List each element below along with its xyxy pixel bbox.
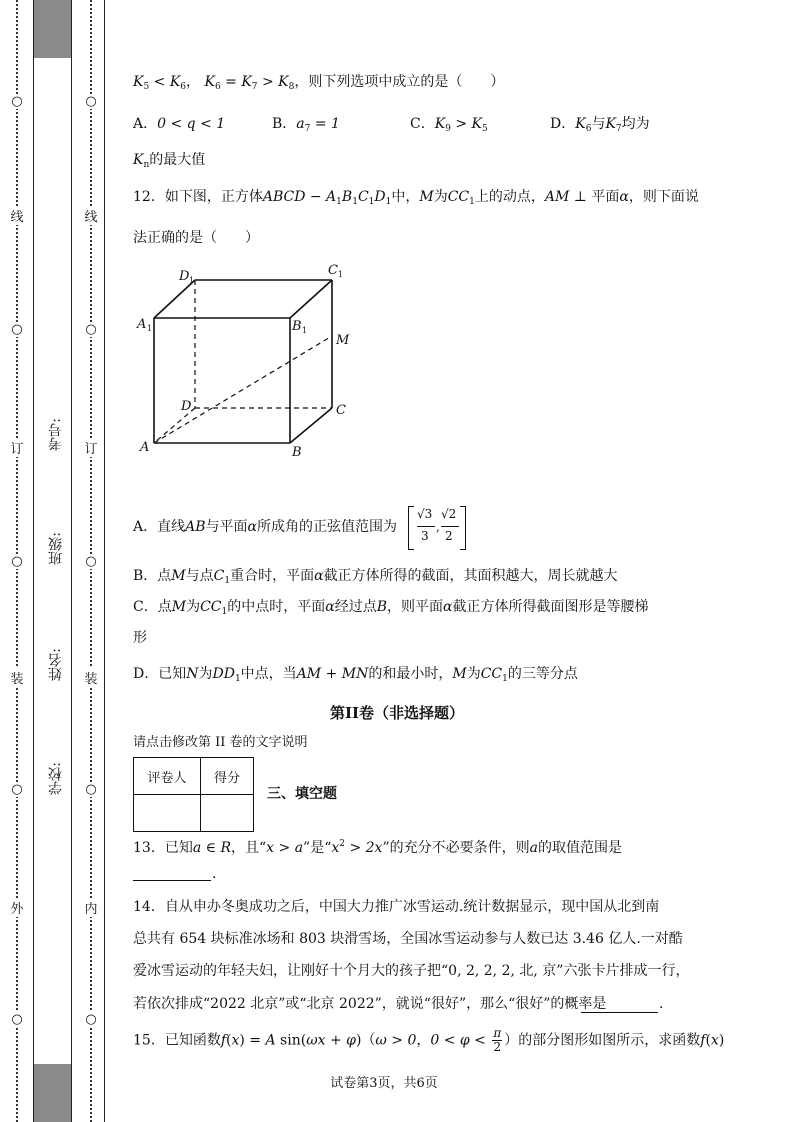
score-cell[interactable]	[201, 795, 254, 832]
outer-marker-9: ○	[9, 1012, 25, 1027]
inner-marker-3: ○	[83, 322, 99, 337]
inner-marker-4: 订	[83, 438, 99, 457]
q14-line2: 总共有 654 块标准冰场和 803 块滑雪场，全国冰雪运动参与人数已达 3.46 亿人.一对酷	[133, 931, 683, 947]
q11-option-b: B．$a_7 = 1$	[272, 116, 340, 134]
grader-table	[133, 757, 254, 832]
field-school: 学校:	[48, 762, 64, 795]
part-title: 三、填空题	[267, 786, 337, 802]
q15-line1: 15．已知函数f(x) = A sin(ωx + φ)（ω > 0，0 < φ < $\frac{\pi}{2}$ ）的部分图形如图所示，求函数f(x)	[133, 1026, 725, 1054]
q13-period: .	[212, 866, 217, 882]
cube-figure	[132, 258, 362, 468]
q13-line1: 13．已知a ∈ R，且“x > a”是“$x^2 > 2x$”的充分不必要条件，则a的取值范围是	[133, 839, 622, 856]
inner-marker-7: ○	[83, 782, 99, 797]
q12-option-d: D．已知N为$DD_1$中点，当AM + MN的和最小时，M为$CC_1$的三等分点	[133, 666, 578, 684]
label-d: D	[181, 399, 192, 414]
inner-marker-1: ○	[83, 94, 99, 109]
outer-marker-4: 订	[9, 438, 25, 457]
label-b1: B	[292, 319, 302, 334]
label-a: A	[140, 440, 150, 455]
grader-header: 评卷人	[134, 758, 201, 795]
q13-answer-blank[interactable]	[133, 864, 211, 881]
outer-marker-7: ○	[9, 782, 25, 797]
outer-marker-2: 线	[9, 206, 25, 225]
score-header: 得分	[201, 758, 254, 795]
q12-line1: 12．如下图，正方体ABCD − $A_1B_1C_1D_1$中，M为$CC_1$上的动点，AM ⊥ 平面α，则下面说	[133, 189, 699, 207]
inner-marker-2: 线	[83, 206, 99, 225]
outer-marker-8: 外	[9, 898, 25, 917]
q11-option-a: A．0 < q < 1	[133, 116, 226, 132]
label-c1: C	[328, 263, 338, 278]
q14-line1: 14．自从申办冬奥成功之后，中国大力推广冰雪运动.统计数据显示，现中国从北到南	[133, 899, 660, 915]
section-title: 第II卷（非选择题）	[329, 704, 465, 722]
outer-marker-5: ○	[9, 554, 25, 569]
q12-option-c-cont: 形	[133, 630, 147, 646]
section-note: 请点击修改第 II 卷的文字说明	[133, 735, 308, 750]
page-footer: 试卷第3页，共6页	[330, 1076, 438, 1091]
label-b: B	[292, 445, 302, 460]
inner-marker-5: ○	[83, 554, 99, 569]
label-b1-sub: 1	[302, 326, 308, 335]
outer-marker-1: ○	[9, 94, 25, 109]
gutter-border-right	[104, 0, 105, 1122]
label-c: C	[336, 403, 346, 418]
gutter-border-inner	[71, 0, 72, 1122]
q12-option-a-interval: √3 3 , √2 2	[408, 506, 466, 548]
q12-option-a: A．直线AB与平面α所成角的正弦值范围为	[133, 519, 397, 535]
field-exam-number: 考号:	[48, 418, 64, 451]
label-c1-sub: 1	[338, 270, 344, 279]
q11-option-c: C．$K_9 > K_5$	[410, 116, 488, 134]
outer-marker-6: 装	[9, 668, 25, 687]
q12-option-b: B．点M与点$C_1$重合时，平面α截正方体所得的截面，其面积越大，周长就越大	[133, 568, 618, 586]
label-d1: D	[179, 269, 190, 284]
q14-period: .	[659, 996, 664, 1012]
q14-line3: 爱冰雪运动的年轻夫妇，让刚好十个月大的孩子把“0, 2, 2, 2, 北, 京”六张卡片排成一行，	[133, 963, 690, 979]
q11-line1: $K_5 < K_6$， $K_6 = K_7 > K_8$，则下列选项中成立的是（ ）	[133, 74, 505, 92]
field-class: 班级:	[48, 532, 64, 565]
gutter-border-outer	[33, 0, 34, 1122]
grader-cell[interactable]	[134, 795, 201, 832]
q14-line4: 若依次排成“2022 北京”或“北京 2022”，就说“很好”，那么“很好”的概率是	[133, 996, 607, 1012]
inner-marker-6: 装	[83, 668, 99, 687]
q11-option-d: D．$K_6$与$K_7$均为	[550, 116, 650, 134]
q12-line2: 法正确的是（ ）	[133, 230, 259, 246]
label-m: M	[336, 333, 350, 348]
field-name: 姓名:	[48, 648, 64, 681]
inner-marker-8: 内	[83, 898, 99, 917]
gutter-shade-top-outer	[34, 0, 71, 58]
inner-marker-9: ○	[83, 1012, 99, 1027]
q14-answer-blank[interactable]	[581, 996, 658, 1013]
label-a1: A	[137, 317, 147, 332]
q12-option-c: C．点M为$CC_1$的中点时，平面α经过点B，则平面α截正方体所得截面图形是等腰梯	[133, 599, 649, 617]
label-d1-sub: 1	[189, 276, 195, 285]
outer-marker-3: ○	[9, 322, 25, 337]
label-a1-sub: 1	[147, 324, 153, 333]
q11-option-d-cont: $K_n$的最大值	[133, 152, 206, 170]
